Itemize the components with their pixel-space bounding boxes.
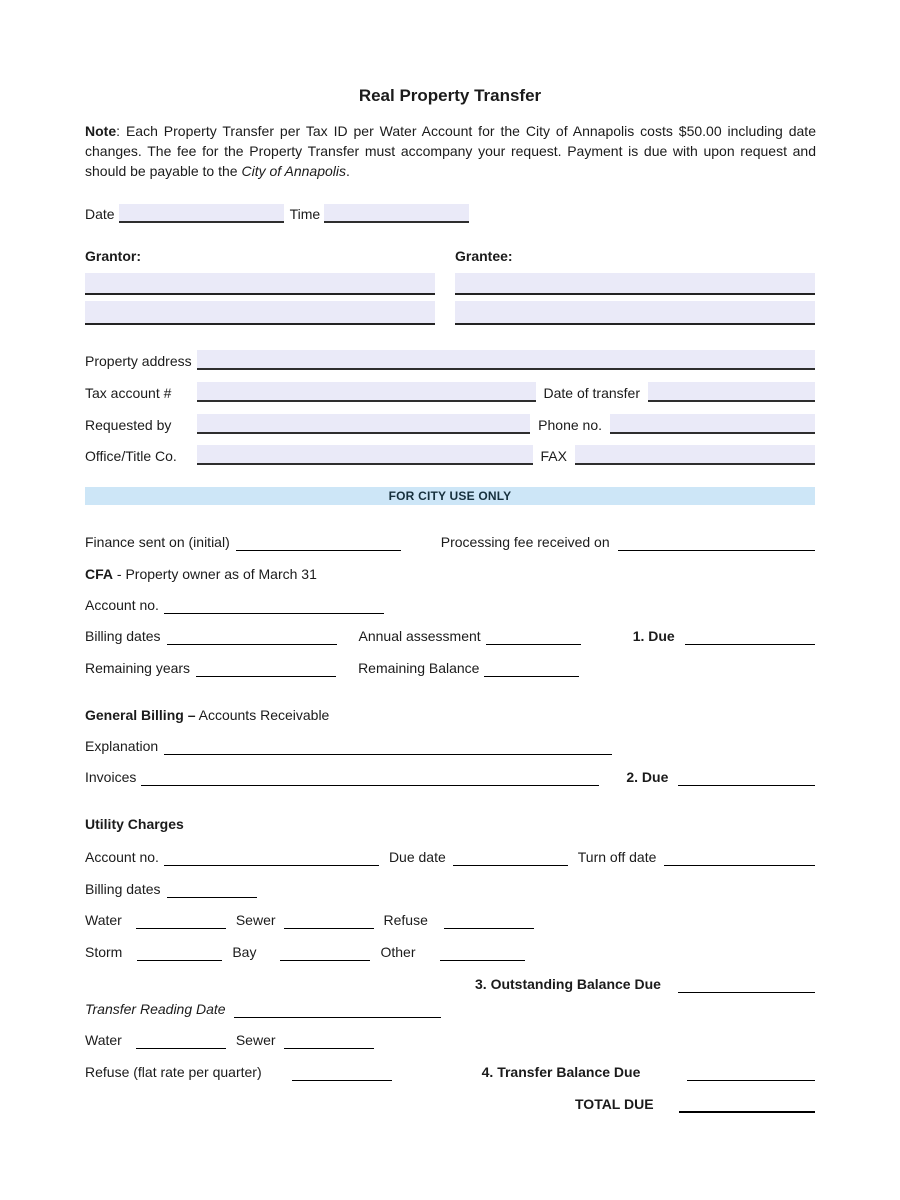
requested-by-row — [85, 414, 815, 434]
fax-label: FAX — [540, 448, 567, 464]
utility-billing-dates-input[interactable] — [167, 894, 257, 898]
invoices-input[interactable] — [141, 782, 599, 786]
refuse-label: Refuse — [383, 912, 428, 928]
general-billing-heading-bold: General Billing – — [85, 707, 196, 723]
total-due-input[interactable] — [679, 1109, 815, 1113]
remaining-years-input[interactable] — [196, 673, 336, 677]
explanation-label: Explanation — [85, 738, 159, 754]
remaining-balance-input[interactable] — [484, 673, 579, 677]
grantor-input-1[interactable] — [85, 273, 435, 295]
transfer-reading-row — [85, 999, 815, 1018]
storm-input[interactable] — [137, 957, 222, 961]
fax-input[interactable] — [575, 445, 815, 465]
office-title-row — [85, 445, 815, 465]
sewer-label: Sewer — [235, 912, 276, 928]
storm-bay-other-row — [85, 942, 815, 961]
finance-row — [85, 532, 815, 551]
transfer-reading-date-input[interactable] — [234, 1014, 441, 1018]
billing-dates-input[interactable] — [167, 641, 337, 645]
due2-input[interactable] — [678, 782, 815, 786]
other-input[interactable] — [440, 957, 525, 961]
water2-input[interactable] — [136, 1045, 226, 1049]
utility-billing-dates-label: Billing dates — [85, 881, 161, 897]
spacer — [85, 992, 475, 993]
date-label: Date — [85, 206, 115, 222]
outstanding-balance-input[interactable] — [678, 989, 815, 993]
refuse-input[interactable] — [444, 925, 534, 929]
refuse-flat-row — [85, 1062, 815, 1081]
transfer-reading-date-label: Transfer Reading Date — [85, 1001, 226, 1017]
cfa-heading-rest: - Property owner as of March 31 — [113, 566, 317, 582]
phone-input[interactable] — [610, 414, 815, 434]
grantor-input-2[interactable] — [85, 301, 435, 325]
total-due-row — [85, 1094, 815, 1113]
invoices-label: Invoices — [85, 769, 137, 785]
refuse-flat-input[interactable] — [292, 1077, 392, 1081]
processing-fee-input[interactable] — [618, 547, 815, 551]
finance-sent-input[interactable] — [236, 547, 401, 551]
parties-section — [85, 248, 815, 331]
grantee-column — [455, 248, 815, 331]
utility-heading-row — [85, 814, 815, 833]
time-label: Time — [289, 206, 321, 222]
grantor-column — [85, 248, 435, 331]
invoices-row — [85, 767, 815, 786]
transfer-balance-label: 4. Transfer Balance Due — [481, 1064, 641, 1080]
property-address-input[interactable] — [197, 350, 815, 370]
refuse-flat-label: Refuse (flat rate per quarter) — [85, 1064, 262, 1080]
cfa-heading-row — [85, 564, 815, 583]
utility-account-label: Account no. — [85, 849, 159, 865]
cfa-account-input[interactable] — [164, 610, 384, 614]
explanation-row — [85, 736, 815, 755]
date-input[interactable] — [119, 204, 284, 223]
requested-by-input[interactable] — [197, 414, 530, 434]
tax-account-row — [85, 382, 815, 402]
note-italic: City of Annapolis — [241, 163, 347, 179]
storm-label: Storm — [85, 944, 123, 960]
remaining-years-label: Remaining years — [85, 660, 191, 676]
billing-dates-row — [85, 626, 815, 645]
water-label: Water — [85, 912, 122, 928]
other-label: Other — [380, 944, 416, 960]
utility-heading: Utility Charges — [85, 816, 184, 832]
grantee-input-1[interactable] — [455, 273, 815, 295]
note-body: : Each Property Transfer per Tax ID per Water Account for the City of Annapolis costs $50.00 including date changes. The fee for the Property Transfer must accompany your request. Payment is due with upon request and should be payable to the — [85, 123, 816, 179]
processing-fee-label: Processing fee received on — [440, 534, 610, 550]
utility-account-row — [85, 847, 815, 866]
annual-assessment-label: Annual assessment — [358, 628, 481, 644]
due1-label: 1. Due — [632, 628, 675, 644]
date-of-transfer-input[interactable] — [648, 382, 815, 402]
water-sewer-refuse-row — [85, 910, 815, 929]
outstanding-balance-label: 3. Outstanding Balance Due — [475, 976, 661, 992]
due-date-label: Due date — [388, 849, 446, 865]
cfa-account-label: Account no. — [85, 597, 159, 613]
water-sewer-reading-row — [85, 1030, 815, 1049]
transfer-balance-input[interactable] — [687, 1077, 815, 1081]
remaining-balance-label: Remaining Balance — [358, 660, 480, 676]
note-end: . — [346, 163, 350, 179]
turn-off-date-label: Turn off date — [577, 849, 657, 865]
cfa-account-row — [85, 595, 815, 614]
grantee-label: Grantee: — [455, 248, 513, 264]
grantee-input-2[interactable] — [455, 301, 815, 325]
utility-account-input[interactable] — [164, 862, 379, 866]
due1-input[interactable] — [685, 641, 815, 645]
note-paragraph — [85, 121, 816, 181]
general-billing-heading-row — [85, 705, 815, 724]
property-address-label: Property address — [85, 353, 192, 369]
billing-dates-label: Billing dates — [85, 628, 161, 644]
finance-sent-label: Finance sent on (initial) — [85, 534, 230, 550]
tax-account-input[interactable] — [197, 382, 536, 402]
water-input[interactable] — [136, 925, 226, 929]
sewer-input[interactable] — [284, 925, 374, 929]
bay-label: Bay — [232, 944, 257, 960]
total-due-label: TOTAL DUE — [575, 1096, 654, 1112]
bay-input[interactable] — [280, 957, 370, 961]
time-input[interactable] — [324, 204, 469, 223]
annual-assessment-input[interactable] — [486, 641, 581, 645]
general-billing-heading-rest: Accounts Receivable — [195, 707, 330, 723]
spacer — [85, 1112, 575, 1113]
title-row — [85, 84, 815, 106]
sewer2-label: Sewer — [235, 1032, 276, 1048]
turn-off-date-input[interactable] — [664, 862, 815, 866]
office-title-input[interactable] — [197, 445, 533, 465]
cfa-heading-bold: CFA — [85, 566, 113, 582]
outstanding-balance-row — [85, 974, 815, 993]
city-use-banner: FOR CITY USE ONLY — [85, 487, 815, 505]
requested-by-label: Requested by — [85, 417, 172, 433]
property-address-row — [85, 350, 815, 370]
water2-label: Water — [85, 1032, 122, 1048]
due-date-input[interactable] — [453, 862, 568, 866]
office-title-label: Office/Title Co. — [85, 448, 177, 464]
note-bold: Note — [85, 123, 117, 139]
utility-billing-dates-row — [85, 879, 815, 898]
due2-label: 2. Due — [626, 769, 669, 785]
date-time-row — [85, 204, 815, 223]
phone-label: Phone no. — [538, 417, 602, 433]
remaining-row — [85, 658, 815, 677]
page-title: Real Property Transfer — [358, 86, 542, 105]
grantor-label: Grantor: — [85, 248, 141, 264]
explanation-input[interactable] — [164, 751, 612, 755]
tax-account-label: Tax account # — [85, 385, 172, 401]
date-of-transfer-label: Date of transfer — [543, 385, 640, 401]
sewer2-input[interactable] — [284, 1045, 374, 1049]
